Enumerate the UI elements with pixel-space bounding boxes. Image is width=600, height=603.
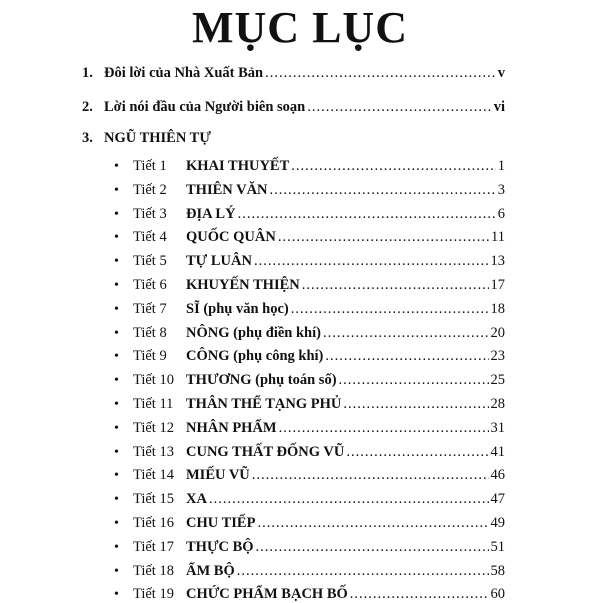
bullet-icon: • xyxy=(114,516,119,531)
section-page: 20 xyxy=(490,324,505,341)
section-number: Tiết 19 xyxy=(133,586,174,603)
section-page: 1 xyxy=(497,158,505,174)
dot-leader xyxy=(350,586,489,603)
dot-leader xyxy=(339,372,489,389)
dot-leader xyxy=(343,396,488,413)
section-title: NHÂN PHẨM xyxy=(186,419,277,436)
dot-leader xyxy=(346,444,488,461)
section-number: Tiết 7 xyxy=(133,300,167,317)
section-number: Tiết 2 xyxy=(133,181,167,198)
dot-leader xyxy=(325,348,488,365)
dot-leader xyxy=(278,229,489,246)
bullet-icon: • xyxy=(114,349,119,365)
section-title: NÔNG (phụ điền khí) xyxy=(186,324,321,341)
bullet-icon: • xyxy=(114,420,119,436)
entry-number: 1. xyxy=(82,65,93,81)
dot-leader xyxy=(252,467,489,484)
bullet-icon: • xyxy=(114,325,119,341)
toc-subentry[interactable] xyxy=(114,177,505,199)
dot-leader xyxy=(237,563,489,580)
section-page: 47 xyxy=(490,491,505,508)
bullet-icon: • xyxy=(114,301,119,317)
dot-leader xyxy=(265,65,496,82)
dot-leader xyxy=(257,515,488,532)
bullet-icon: • xyxy=(114,587,119,603)
section-title: SĨ (phụ văn học) xyxy=(186,300,289,317)
toc-subentry[interactable] xyxy=(114,367,505,389)
section-title: KHAI THUYẾT xyxy=(186,158,290,174)
section-page: 3 xyxy=(497,181,505,198)
section-title: ẨM BỘ xyxy=(186,562,235,579)
section-title: CÔNG (phụ công khí) xyxy=(186,348,324,365)
bullet-icon: • xyxy=(114,159,119,174)
section-number: Tiết 12 xyxy=(133,419,174,436)
dot-leader xyxy=(323,325,489,342)
section-page: 11 xyxy=(491,229,505,246)
section-page: 31 xyxy=(490,419,505,436)
section-title: THIÊN VĂN xyxy=(186,181,268,198)
section-title: KHUYẾN THIỆN xyxy=(186,277,300,293)
toc-subentry[interactable] xyxy=(114,248,505,270)
section-page: 58 xyxy=(490,562,505,579)
toc-subentry[interactable] xyxy=(114,320,505,342)
bullet-icon: • xyxy=(114,397,119,412)
section-page: 41 xyxy=(490,443,505,460)
section-page: 60 xyxy=(490,586,505,603)
toc-subentry[interactable] xyxy=(114,439,505,461)
section-number: Tiết 4 xyxy=(133,229,167,246)
bullet-icon: • xyxy=(114,444,119,460)
section-title: TỰ LUÂN xyxy=(186,253,252,270)
bullet-icon: • xyxy=(114,539,119,555)
bullet-icon: • xyxy=(114,254,119,270)
section-page: 46 xyxy=(490,467,505,484)
section-page: 49 xyxy=(490,515,505,531)
section-number: Tiết 14 xyxy=(133,467,174,484)
section-number: Tiết 8 xyxy=(133,324,167,341)
section-page: 6 xyxy=(497,205,505,222)
section-title: MIẾU VŨ xyxy=(186,467,250,484)
toc-entry-3[interactable] xyxy=(82,125,505,147)
section-title: XA xyxy=(186,491,207,508)
dot-leader xyxy=(256,539,489,556)
section-number: Tiết 9 xyxy=(133,348,167,365)
toc-subentry[interactable] xyxy=(114,415,505,437)
entry-number: 3. xyxy=(82,130,93,146)
section-title: QUỐC QUÂN xyxy=(186,229,276,246)
section-number: Tiết 10 xyxy=(133,372,174,389)
toc-subentry[interactable] xyxy=(114,391,505,413)
section-title: ĐỊA LÝ xyxy=(186,205,236,222)
section-title: THÂN THỂ TẠNG PHỦ xyxy=(186,396,342,412)
section-title: CHỨC PHẨM BẠCH BỐ xyxy=(186,586,348,603)
section-page: 18 xyxy=(490,300,505,317)
section-title: CHU TIẾP xyxy=(186,515,256,531)
dot-leader xyxy=(238,206,496,223)
toc-subentry[interactable] xyxy=(114,224,505,246)
page-title: MỤC LỤC xyxy=(192,3,408,52)
toc-subentry[interactable] xyxy=(114,296,505,318)
section-heading: NGŨ THIÊN TỰ xyxy=(104,130,211,146)
toc-subentry[interactable] xyxy=(114,343,505,365)
toc-subentry[interactable] xyxy=(114,558,505,580)
section-page: 51 xyxy=(490,538,505,555)
entry-label: Đôi lời của Nhà Xuất Bản xyxy=(104,65,264,81)
dot-leader xyxy=(307,99,491,116)
section-page: 13 xyxy=(490,253,505,270)
bullet-icon: • xyxy=(114,278,119,293)
section-page: 28 xyxy=(490,396,505,412)
dot-leader xyxy=(279,420,489,437)
toc-subentry[interactable] xyxy=(114,201,505,223)
section-title: THƯƠNG (phụ toán số) xyxy=(186,372,337,389)
bullet-icon: • xyxy=(114,492,119,508)
bullet-icon: • xyxy=(114,373,119,389)
section-title: THỰC BỘ xyxy=(186,538,254,555)
entry-number: 2. xyxy=(82,99,93,115)
toc-subentry[interactable] xyxy=(114,534,505,556)
bullet-icon: • xyxy=(114,230,119,246)
section-number: Tiết 16 xyxy=(133,515,174,531)
toc-subentry[interactable] xyxy=(114,272,505,294)
bullet-icon: • xyxy=(114,563,119,579)
section-page: 23 xyxy=(490,348,505,365)
toc-subentry[interactable] xyxy=(114,462,505,484)
dot-leader xyxy=(270,182,496,199)
dot-leader xyxy=(209,491,489,508)
section-number: Tiết 17 xyxy=(133,538,174,555)
entry-page: vi xyxy=(493,99,505,115)
dot-leader xyxy=(254,253,489,270)
entry-page: v xyxy=(497,65,505,81)
section-number: Tiết 1 xyxy=(133,158,167,174)
section-title: CUNG THẤT ĐỐNG VŨ xyxy=(186,443,345,460)
toc-subentry[interactable] xyxy=(114,510,505,532)
section-page: 25 xyxy=(490,372,505,389)
section-number: Tiết 18 xyxy=(133,562,174,579)
bullet-icon: • xyxy=(114,206,119,222)
section-number: Tiết 11 xyxy=(133,396,174,412)
dot-leader xyxy=(291,158,495,175)
toc-subentry[interactable] xyxy=(114,486,505,508)
toc-entry-1[interactable] xyxy=(82,60,505,82)
section-number: Tiết 3 xyxy=(133,205,167,222)
dot-leader xyxy=(302,277,489,294)
section-page: 17 xyxy=(490,277,505,293)
toc-subentry[interactable] xyxy=(114,153,505,175)
section-number: Tiết 6 xyxy=(133,277,167,293)
toc-entry-2[interactable] xyxy=(82,94,505,116)
section-number: Tiết 13 xyxy=(133,443,174,460)
bullet-icon: • xyxy=(114,182,119,198)
bullet-icon: • xyxy=(114,468,119,484)
entry-label: Lời nói đầu của Người biên soạn xyxy=(104,99,306,115)
section-number: Tiết 5 xyxy=(133,253,167,270)
section-number: Tiết 15 xyxy=(133,491,174,508)
dot-leader xyxy=(291,301,489,318)
